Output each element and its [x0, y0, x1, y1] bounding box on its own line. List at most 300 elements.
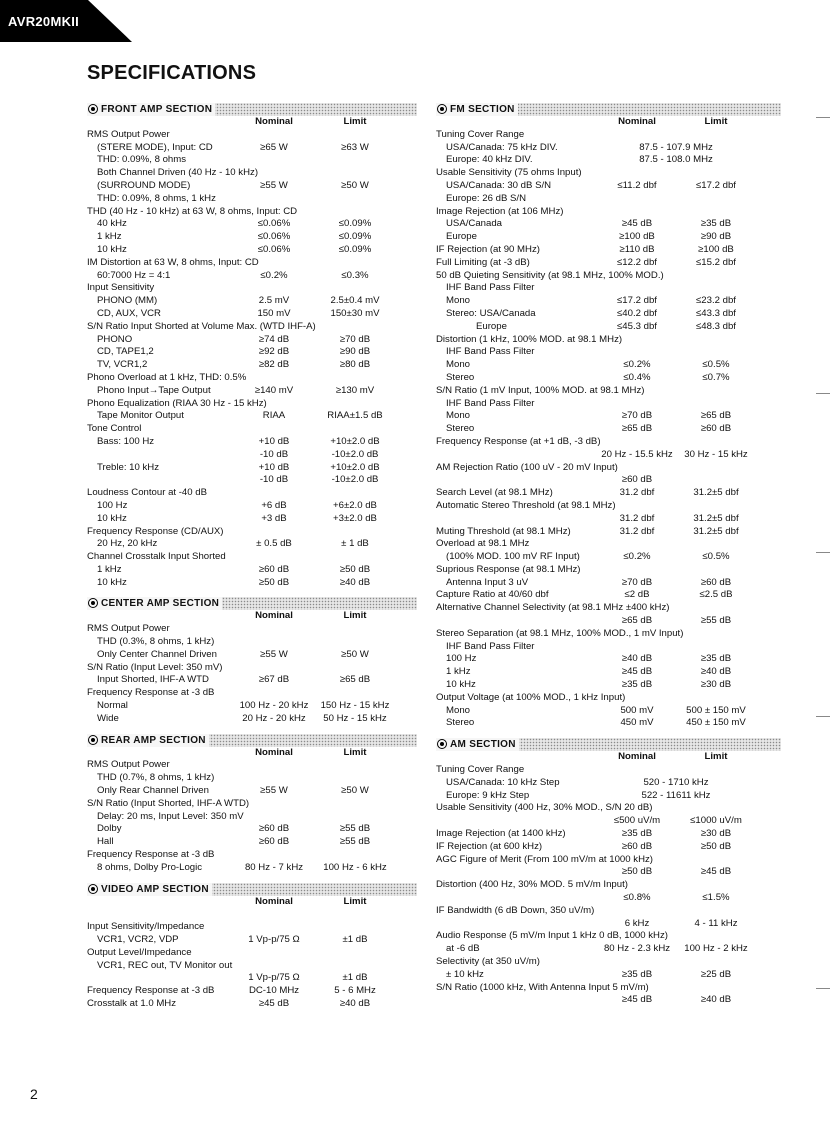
nominal-value: +3 dB	[261, 512, 287, 524]
nominal-value: ≥110 dB	[619, 243, 655, 255]
spec-row	[87, 218, 417, 231]
spec-row	[436, 589, 781, 602]
spec-label: IHF Band Pass Filter	[446, 282, 535, 294]
limit-value: 31.2±5 dbf	[693, 525, 739, 537]
spec-row	[87, 862, 417, 875]
section-header	[436, 738, 781, 751]
spec-row	[87, 577, 417, 590]
limit-value: 450 ± 150 mV	[686, 717, 746, 729]
column-headers	[87, 116, 417, 129]
spec-label: THD: 0.09%, 8 ohms	[97, 154, 187, 166]
spec-row	[87, 257, 417, 270]
spec-row	[87, 972, 417, 985]
spec-label: Frequency Response at -3 dB	[87, 849, 215, 861]
spec-label: (100% MOD. 100 mV RF Input)	[446, 551, 580, 563]
spec-row	[87, 372, 417, 385]
spec-row	[436, 231, 781, 244]
nominal-value: ≤2 dB	[624, 589, 650, 601]
spec-row	[87, 436, 417, 449]
nominal-value: ≤0.2%	[623, 359, 651, 371]
nominal-header: Nominal	[618, 751, 656, 763]
nominal-value: ≥45 dB	[621, 218, 653, 230]
limit-value: ≥40 dB	[339, 998, 371, 1009]
spec-label: IHF Band Pass Filter	[446, 640, 535, 652]
nominal-value: ≥65 W	[260, 141, 288, 153]
spec-label: Europe: 40 kHz DIV.	[446, 154, 533, 166]
spec-row	[436, 717, 781, 730]
spec-label: IM Distortion at 63 W, 8 ohms, Input: CD	[87, 256, 259, 268]
spec-row	[436, 462, 781, 475]
spec-range: 87.5 - 108.0 MHz	[639, 154, 713, 166]
nominal-value: ≤0.06%	[257, 218, 291, 230]
spec-label: Tone Control	[87, 423, 142, 435]
spec-row	[436, 154, 781, 167]
nominal-value: ≥74 dB	[258, 333, 290, 345]
spec-row	[436, 526, 781, 539]
spec-row	[87, 564, 417, 577]
spec-row	[436, 129, 781, 142]
nominal-value: ≤45.3 dbf	[617, 320, 657, 332]
limit-value: ≤43.3 dbf	[696, 307, 736, 319]
limit-value: ≥50 dB	[700, 840, 732, 852]
spec-row	[87, 500, 417, 513]
section-gap	[87, 589, 417, 597]
spec-row	[436, 372, 781, 385]
spec-row	[87, 462, 417, 475]
spec-row	[436, 764, 781, 777]
limit-header: Limit	[704, 751, 728, 763]
spec-row	[87, 385, 417, 398]
spec-label: Mono	[446, 295, 470, 307]
spec-label: Stereo	[446, 371, 475, 383]
nominal-value: 20 Hz - 15.5 kHz	[601, 448, 673, 460]
nominal-value: 150 mV	[257, 307, 291, 319]
margin-mark	[816, 716, 830, 717]
nominal-value: ≥55 W	[260, 785, 288, 797]
spec-label: VCR1, VCR2, VDP	[97, 934, 179, 946]
nominal-header: Nominal	[618, 116, 656, 127]
spec-row	[87, 538, 417, 551]
spec-row	[436, 257, 781, 270]
spec-label: USA/Canada	[446, 218, 502, 230]
spec-row	[87, 998, 417, 1011]
spec-label: THD (40 Hz - 10 kHz) at 63 W, 8 ohms, Input: CD	[87, 205, 298, 217]
limit-value: ≤48.3 dbf	[696, 320, 736, 332]
model-label: AVR20MKII	[8, 14, 80, 29]
spec-label: 1 kHz	[446, 666, 471, 678]
spec-label: THD (0.7%, 8 ohms, 1 kHz)	[97, 772, 215, 784]
spec-label: Input Sensitivity	[87, 282, 155, 294]
spec-label: S/N Ratio (Input Level: 350 mV)	[87, 661, 223, 673]
spec-row	[436, 930, 781, 943]
limit-value: ≥45 dB	[700, 866, 732, 878]
nominal-value: ≥60 dB	[258, 823, 290, 835]
nominal-value: ≥55 W	[260, 648, 288, 660]
spec-label: IHF Band Pass Filter	[446, 346, 535, 358]
section-title	[436, 738, 519, 751]
limit-value: ≥50 W	[341, 785, 369, 797]
spec-label: Frequency Response at -3 dB	[87, 985, 215, 997]
bullet-icon	[437, 739, 447, 749]
nominal-value: ≤40.2 dbf	[617, 307, 657, 319]
limit-value: ≥25 dB	[700, 968, 732, 980]
limit-value: +3±2.0 dB	[333, 512, 377, 524]
spec-row	[87, 921, 417, 934]
spec-row	[87, 321, 417, 334]
limit-value: ≥90 dB	[339, 346, 371, 358]
limit-value: ≥50 W	[341, 648, 369, 660]
limit-value: ≤0.5%	[702, 359, 730, 371]
nominal-value: ≥35 dB	[621, 679, 653, 691]
spec-row	[87, 295, 417, 308]
spec-row	[87, 193, 417, 206]
spec-label: Usable Sensitivity (400 Hz, 30% MOD., S/N 20 dB)	[436, 802, 653, 814]
nominal-value: ≤0.06%	[257, 243, 291, 255]
nominal-value: 31.2 dbf	[619, 487, 655, 499]
spec-label: Loudness Contour at -40 dB	[87, 487, 208, 499]
spec-label: USA/Canada: 75 kHz DIV.	[446, 141, 558, 153]
spec-row	[436, 423, 781, 436]
limit-value: 2.5±0.4 mV	[330, 295, 380, 307]
spec-label: IF Bandwidth (6 dB Down, 350 uV/m)	[436, 904, 595, 916]
spec-row	[436, 653, 781, 666]
limit-value: ≥55 dB	[700, 615, 732, 627]
spec-row	[436, 577, 781, 590]
spec-row	[436, 282, 781, 295]
limit-value: ≤0.7%	[702, 371, 730, 383]
spec-row	[436, 705, 781, 718]
limit-value: ≥60 dB	[700, 576, 732, 588]
spec-row	[436, 474, 781, 487]
spec-row	[87, 167, 417, 180]
nominal-value: ≤17.2 dbf	[617, 295, 657, 307]
spec-label: S/N Ratio (1000 kHz, With Antenna Input 5 mV/m)	[436, 981, 649, 993]
spec-label: (STERE MODE), Input: CD	[97, 141, 213, 153]
bullet-icon	[88, 884, 98, 894]
spec-label: Input Sensitivity/Impedance	[87, 921, 205, 933]
spec-label: S/N Ratio Input Shorted at Volume Max. (WTD IHF-A)	[87, 320, 316, 332]
limit-value: ±1 dB	[342, 972, 368, 984]
spec-label: Treble: 10 kHz	[97, 461, 160, 473]
spec-label: Image Rejection (at 1400 kHz)	[436, 828, 566, 840]
spec-row	[436, 943, 781, 956]
spec-label: Phono Overload at 1 kHz, THD: 0.5%	[87, 371, 247, 383]
spec-label: Automatic Stereo Threshold (at 98.1 MHz)	[436, 499, 616, 511]
nominal-value: ≥140 mV	[254, 384, 294, 396]
spec-row	[87, 960, 417, 973]
limit-value: +6±2.0 dB	[333, 499, 377, 511]
section-title	[87, 883, 212, 896]
spec-label: Mono	[446, 359, 470, 371]
nominal-header: Nominal	[255, 746, 293, 758]
bullet-icon	[88, 598, 98, 608]
spec-label: PHONO (MM)	[97, 295, 158, 307]
nominal-value: ≤0.8%	[623, 892, 651, 904]
nominal-header: Nominal	[255, 895, 293, 907]
spec-label: 100 Hz	[97, 499, 128, 511]
spec-row	[87, 772, 417, 785]
spec-label: Distortion (1 kHz, 100% MOD. at 98.1 MHz)	[436, 333, 623, 345]
limit-value: ≥40 dB	[700, 666, 732, 678]
spec-row	[87, 623, 417, 636]
limit-value: ≥90 dB	[700, 231, 732, 243]
limit-value: -10±2.0 dB	[331, 474, 379, 486]
limit-value: 5 - 6 MHz	[334, 985, 376, 997]
spec-row	[436, 206, 781, 219]
spec-label: Search Level (at 98.1 MHz)	[436, 487, 553, 499]
spec-row	[436, 321, 781, 334]
spec-label: Selectivity (at 350 uV/m)	[436, 956, 540, 967]
limit-value: ≥55 dB	[339, 836, 371, 848]
section-header	[87, 734, 417, 747]
limit-header: Limit	[704, 116, 728, 127]
spec-label: Bass: 100 Hz	[97, 435, 155, 447]
spec-label: Europe: 9 kHz Step	[446, 789, 530, 801]
spec-label: IF Rejection (at 600 kHz)	[436, 840, 543, 852]
nominal-value: 100 Hz - 20 kHz	[239, 700, 309, 712]
spec-range: 87.5 - 107.9 MHz	[639, 141, 713, 153]
nominal-value: DC-10 MHz	[248, 985, 300, 997]
spec-label: Frequency Response (CD/AUX)	[87, 525, 224, 537]
spec-row	[87, 474, 417, 487]
margin-mark	[816, 393, 830, 394]
spec-label: Tuning Cover Range	[436, 128, 525, 140]
spec-label: VCR1, REC out, TV Monitor out	[97, 959, 233, 971]
limit-header: Limit	[343, 116, 367, 127]
limit-value: ≥50 W	[341, 179, 369, 191]
nominal-value: ≥60 dB	[621, 840, 653, 852]
spec-row	[436, 142, 781, 155]
spec-label: 10 kHz	[97, 512, 127, 524]
limit-value: 100 Hz - 6 kHz	[323, 861, 387, 873]
section-title-text: REAR AMP SECTION	[101, 734, 206, 746]
spec-row	[436, 218, 781, 231]
spec-label: THD (0.3%, 8 ohms, 1 kHz)	[97, 636, 215, 648]
limit-value: 500 ± 150 mV	[686, 704, 746, 716]
spec-label: Stereo	[446, 717, 475, 729]
nominal-value: 1 Vp-p/75 Ω	[248, 934, 300, 946]
spec-row	[87, 687, 417, 700]
nominal-value: ≥35 dB	[621, 828, 653, 840]
nominal-value: ≥100 dB	[619, 231, 655, 243]
nominal-value: ≥50 dB	[258, 576, 290, 588]
nominal-value: 500 mV	[620, 704, 654, 716]
spec-label: RMS Output Power	[87, 759, 170, 771]
nominal-value: 31.2 dbf	[619, 512, 655, 524]
spec-row	[87, 934, 417, 947]
spec-row	[87, 551, 417, 564]
spec-label: Only Rear Channel Driven	[97, 785, 209, 797]
nominal-value: ≥60 dB	[258, 563, 290, 575]
spec-row	[436, 538, 781, 551]
limit-value: 4 - 11 kHz	[694, 917, 738, 929]
limit-value: ≥30 dB	[700, 828, 732, 840]
spec-label: THD: 0.09%, 8 ohms, 1 kHz	[97, 192, 216, 204]
nominal-value: +10 dB	[258, 435, 290, 447]
section-gap	[87, 875, 417, 883]
margin-mark	[816, 988, 830, 989]
spec-row	[436, 398, 781, 411]
limit-value: ± 1 dB	[341, 538, 369, 550]
spec-label: IF Rejection (at 90 MHz)	[436, 243, 540, 255]
section-title-text: AM SECTION	[450, 739, 516, 751]
left-column	[87, 103, 417, 1011]
spec-row	[87, 908, 417, 921]
spec-row	[87, 180, 417, 193]
spec-label: Suprious Response (at 98.1 MHz)	[436, 563, 581, 575]
spec-row	[87, 487, 417, 500]
nominal-value: 450 mV	[620, 717, 654, 729]
spec-row	[436, 500, 781, 513]
spec-label: Mono	[446, 410, 470, 422]
nominal-header: Nominal	[255, 116, 293, 127]
nominal-value: 80 Hz - 2.3 kHz	[603, 943, 671, 955]
spec-label: Hall	[97, 836, 114, 848]
spec-label: 50 dB Quieting Sensitivity (at 98.1 MHz, 100% MOD.)	[436, 269, 664, 281]
spec-label: Frequency Response at -3 dB	[87, 687, 215, 699]
nominal-value: ≥67 dB	[258, 674, 290, 686]
spec-row	[436, 841, 781, 854]
spec-row	[436, 969, 781, 982]
nominal-value: ≥60 dB	[258, 836, 290, 848]
spec-row	[436, 956, 781, 969]
nominal-value: 20 Hz - 20 kHz	[242, 712, 306, 724]
spec-row	[436, 334, 781, 347]
spec-row	[87, 423, 417, 436]
section-title-text: VIDEO AMP SECTION	[101, 883, 209, 895]
spec-label: RMS Output Power	[87, 128, 170, 140]
limit-value: ≤2.5 dB	[699, 589, 733, 601]
limit-value: ≥70 dB	[339, 333, 371, 345]
section-title	[87, 597, 222, 610]
nominal-value: 1 Vp-p/75 Ω	[248, 972, 300, 984]
spec-row	[87, 398, 417, 411]
spec-row	[436, 564, 781, 577]
spec-row	[87, 636, 417, 649]
spec-range: 520 - 1710 kHz	[643, 776, 709, 788]
spec-label: Stereo: USA/Canada	[446, 307, 536, 319]
spec-label: (SURROUND MODE)	[97, 179, 191, 191]
section-header	[87, 597, 417, 610]
spec-row	[436, 180, 781, 193]
spec-label: Tape Monitor Output	[97, 410, 184, 422]
limit-value: ≥35 dB	[700, 653, 732, 665]
spec-label: 10 kHz	[97, 576, 127, 588]
spec-label: Capture Ratio at 40/60 dbf	[436, 589, 549, 601]
spec-row	[87, 449, 417, 462]
spec-row	[436, 167, 781, 180]
spec-row	[87, 649, 417, 662]
spec-label: S/N Ratio (Input Shorted, IHF-A WTD)	[87, 797, 250, 809]
margin-mark	[816, 117, 830, 118]
spec-label: Only Center Channel Driven	[97, 648, 217, 660]
limit-value: ≤15.2 dbf	[696, 256, 736, 268]
nominal-value: ≥40 dB	[621, 653, 653, 665]
spec-row	[87, 947, 417, 960]
spec-row	[87, 282, 417, 295]
spec-row	[436, 513, 781, 526]
spec-label: Dolby	[97, 823, 122, 835]
limit-value: ≥40 dB	[700, 994, 732, 1006]
spec-label: 10 kHz	[97, 243, 127, 255]
spec-label: Output Voltage (at 100% MOD., 1 kHz Input)	[436, 691, 626, 703]
spec-row	[436, 193, 781, 206]
column-headers	[436, 116, 781, 129]
spec-row	[87, 346, 417, 359]
spec-row	[87, 359, 417, 372]
column-headers	[87, 747, 417, 760]
nominal-value: +6 dB	[261, 499, 287, 511]
spec-row	[436, 815, 781, 828]
nominal-value: ≥50 dB	[621, 866, 653, 878]
nominal-value: ≥70 dB	[621, 410, 653, 422]
spec-row	[87, 700, 417, 713]
spec-row	[436, 551, 781, 564]
section-header	[87, 103, 417, 116]
nominal-value: ≤11.2 dbf	[617, 179, 657, 191]
nominal-value: ≤0.2%	[260, 269, 288, 281]
spec-row	[436, 641, 781, 654]
limit-value: 31.2±5 dbf	[693, 512, 739, 524]
nominal-value: ≤0.4%	[623, 371, 651, 383]
nominal-value: 6 kHz	[624, 917, 650, 929]
margin-mark	[816, 552, 830, 553]
spec-row	[436, 866, 781, 879]
limit-value: ≤0.3%	[341, 269, 369, 281]
section-gap	[436, 730, 781, 738]
spec-label: Overload at 98.1 MHz	[436, 538, 530, 550]
nominal-value: ≤500 uV/m	[613, 815, 661, 827]
spec-label: Stereo Separation (at 98.1 MHz, 100% MOD., 1 mV Input)	[436, 627, 684, 639]
bullet-icon	[88, 104, 98, 114]
spec-row	[436, 879, 781, 892]
spec-label: Image Rejection (at 106 MHz)	[436, 205, 564, 217]
page-title: SPECIFICATIONS	[87, 62, 257, 84]
nominal-value: ≥45 dB	[258, 998, 290, 1009]
spec-row	[87, 231, 417, 244]
spec-row	[436, 918, 781, 931]
nominal-value: RIAA	[262, 410, 286, 422]
nominal-value: ≤12.2 dbf	[617, 256, 657, 268]
spec-row	[436, 892, 781, 905]
spec-label: Delay: 20 ms, Input Level: 350 mV	[97, 810, 244, 822]
section-title-text: FM SECTION	[450, 104, 515, 115]
limit-value: ≤0.5%	[702, 551, 730, 563]
spec-row	[436, 982, 781, 995]
nominal-value: ≤0.2%	[623, 551, 651, 563]
limit-value: ≥63 W	[341, 141, 369, 153]
section-title-text: FRONT AMP SECTION	[101, 104, 213, 115]
spec-row	[87, 513, 417, 526]
nominal-value: ≥70 dB	[621, 576, 653, 588]
spec-label: Antenna Input 3 uV	[446, 576, 529, 588]
limit-value: ≥65 dB	[339, 674, 371, 686]
limit-value: -10±2.0 dB	[331, 448, 379, 460]
limit-value: 30 Hz - 15 kHz	[684, 448, 748, 460]
spec-row	[87, 244, 417, 257]
limit-value: +10±2.0 dB	[330, 435, 380, 447]
nominal-value: 80 Hz - 7 kHz	[244, 861, 304, 873]
limit-value: 150±30 mV	[330, 307, 380, 319]
spec-label: USA/Canada: 30 dB S/N	[446, 179, 552, 191]
spec-label: Europe	[476, 320, 507, 332]
limit-value: RIAA±1.5 dB	[327, 410, 383, 422]
spec-label: Europe	[446, 231, 477, 243]
nominal-value: 2.5 mV	[258, 295, 290, 307]
limit-value: ≥30 dB	[700, 679, 732, 691]
spec-label: Alternative Channel Selectivity (at 98.1 MHz ±400 kHz)	[436, 602, 670, 614]
limit-value: 31.2±5 dbf	[693, 487, 739, 499]
